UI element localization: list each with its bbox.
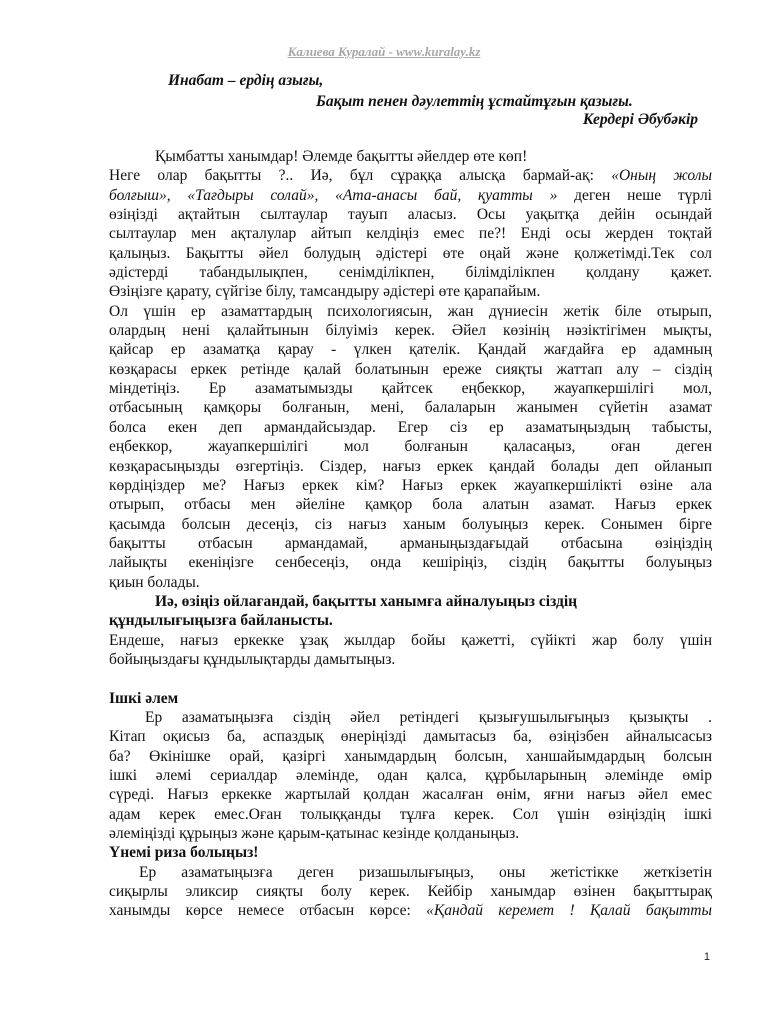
paragraph-line: бақытты отбасын армандамай, арманыңыздағыдай отбасына өзіңіздің (109, 534, 712, 552)
paragraph-line: Ер азаматыңызға деген ризашылығыңыз, оны жетістікке жеткізетін (139, 863, 712, 881)
paragraph-line: көзқарасы еркек ретінде қалай болатынын ереже сияқты жаттап алу – сіздің (109, 360, 712, 378)
epigraph-line-1: Инабат – ердің азығы, (168, 72, 324, 89)
quote-run: «Қандай керемет ! Қалай бақытты (426, 902, 712, 920)
paragraph-line: өзіңізді ақтайтын сылтаулар тауып аласыз. Осы уақытқа дейін осындай (109, 206, 712, 224)
document-body (109, 147, 712, 921)
paragraph-line: еңбеккор, жауапкершілігі мол болғанын қаласаңыз, оған деген (109, 438, 712, 456)
epigraph-author: Кердері Әбубәкір (582, 111, 698, 128)
paragraph-line: көзқарасыңызды өзгертіңіз. Сіздер, нағыз еркек қандай болады деп ойланып (109, 457, 712, 475)
paragraph-line: Кітап оқисыз ба, аспаздық өнеріңізді дамытасыз ба, өзіңізбен айналысасыз (109, 728, 712, 746)
section-heading: Үнемі риза болыңыз! (109, 844, 259, 862)
quote-run: «Оның жолы (611, 167, 712, 185)
paragraph-line: ба? Өкінішке орай, қазіргі ханымдардың болсын, ханшайымдардың болсын (109, 747, 712, 765)
paragraph-line: бойыңыздағы құндылықтарды дамытыңыз. (109, 650, 396, 668)
paragraph-line: ішкі әлемі сериалдар әлемінде, одан қалса, құрбыларының әлемінде өмір (109, 767, 712, 784)
paragraph-line: болса екен деп армандайсыздар. Егер сіз ер азаматыңыздың табысты, (109, 418, 712, 436)
text-run: деген неше түрлі (557, 186, 712, 204)
paragraph-line: қиын болады. (109, 573, 200, 591)
paragraph-line: сиқырлы эликсир сияқты болу керек. Кейбір ханымдар өзінен бақыттырақ (109, 883, 712, 901)
epigraph-line-2: Бақыт пенен дәулеттің ұстайтұғын қазығы. (316, 93, 633, 110)
paragraph-line: сүреді. Нағыз еркекке жартылай қолдан жасалған өнім, яғни нағыз әйел емес (109, 786, 712, 804)
paragraph-line: Ер азаматыңызға сіздің әйел ретіндегі қызығушылығыңыз қызықты . (145, 708, 712, 726)
text-run: Неге олар бақытты ?.. Иә, бұл сұраққа алысқа бармай-ақ: (109, 167, 612, 185)
section-heading: Ішкі әлем (109, 689, 179, 707)
paragraph-line: Өзіңізге қарату, сүйгізе білу, тамсандыру әдістері өте қарапайым. (109, 283, 541, 301)
page-number: 1 (703, 951, 710, 963)
paragraph-line: әдістерді табандылықпен, сенімділікпен, білімділікпен қолдану қажет. (109, 264, 712, 282)
paragraph-line: Ол үшін ер азаматтардың психологиясын, жан дүниесін жетік біле отырып, (109, 302, 712, 320)
text-run: ханымды көрсе немесе отбасын көрсе: (109, 902, 427, 920)
paragraph-line: Ендеше, нағыз еркекке ұзақ жылдар бойы қажетті, сүйікті жар болу үшін (109, 631, 712, 649)
paragraph-line: қайсар ер азаматқа қарау - үлкен қателік. Қандай жағдайға ер адамның (109, 341, 712, 359)
emphasis-line: құндылығыңызға байланысты. (109, 612, 333, 630)
paragraph-line: қалыңыз. Бақытты әйел болудың әдістері өте оңай және қолжетімді.Тек сол (109, 244, 712, 262)
paragraph-line: олардың нені қалайтынын білуіміз керек. Әйел көзінің нәзіктігімен мықты, (109, 322, 712, 340)
quote-run: болғыш», «Тағдыры солай», «Ата-анасы бай, қуатты » (109, 186, 558, 204)
paragraph-line: әлеміңізді құрыңыз және қарым-қатынас кезінде қолданыңыз. (109, 825, 520, 843)
paragraph-line: отбасының қамқоры болғанын, мені, балаларын жанымен сүйетін азамат (109, 399, 712, 417)
paragraph-line: қасымда болсын десеңіз, сіз нағыз ханым болуыңыз керек. Сонымен бірге (109, 515, 712, 533)
paragraph-line (109, 901, 712, 920)
paragraph-line (109, 186, 712, 205)
paragraph-line: міндетіңіз. Ер азаматымызды қайтсек еңбеккор, жауапкершілігі мол, (109, 380, 712, 398)
paragraph-line: отырып, отбасы мен әйеліне қамқор бола алатын азамат. Нағыз еркек (109, 496, 712, 514)
blank-line (109, 669, 712, 688)
paragraph-line: адам керек емес.Оған толыққанды тұлға керек. Сол үшін өзіңіздің ішкі (109, 805, 712, 823)
page-header: Калиева Куралай - www.kuralay.kz (287, 44, 481, 59)
paragraph-line: Қымбатты ханымдар! Әлемде бақытты әйелдер өте көп! (155, 148, 528, 165)
paragraph-line: сылтаулар мен ақталулар айтып келдіңіз емес пе?! Енді осы жерден тоқтай (109, 225, 712, 243)
paragraph-line: көрдіңіздер ме? Нағыз еркек кім? Нағыз еркек жауапкершілікті өзіне ала (109, 476, 712, 494)
paragraph-line (109, 166, 712, 185)
paragraph-line: лайықты екеніңізге сенбесеңіз, онда кешіріңіз, сіздің бақытты болуыңыз (109, 554, 712, 572)
emphasis-line: Иә, өзіңіз ойлағандай, бақытты ханымға айналуыңыз сіздің (155, 592, 578, 610)
